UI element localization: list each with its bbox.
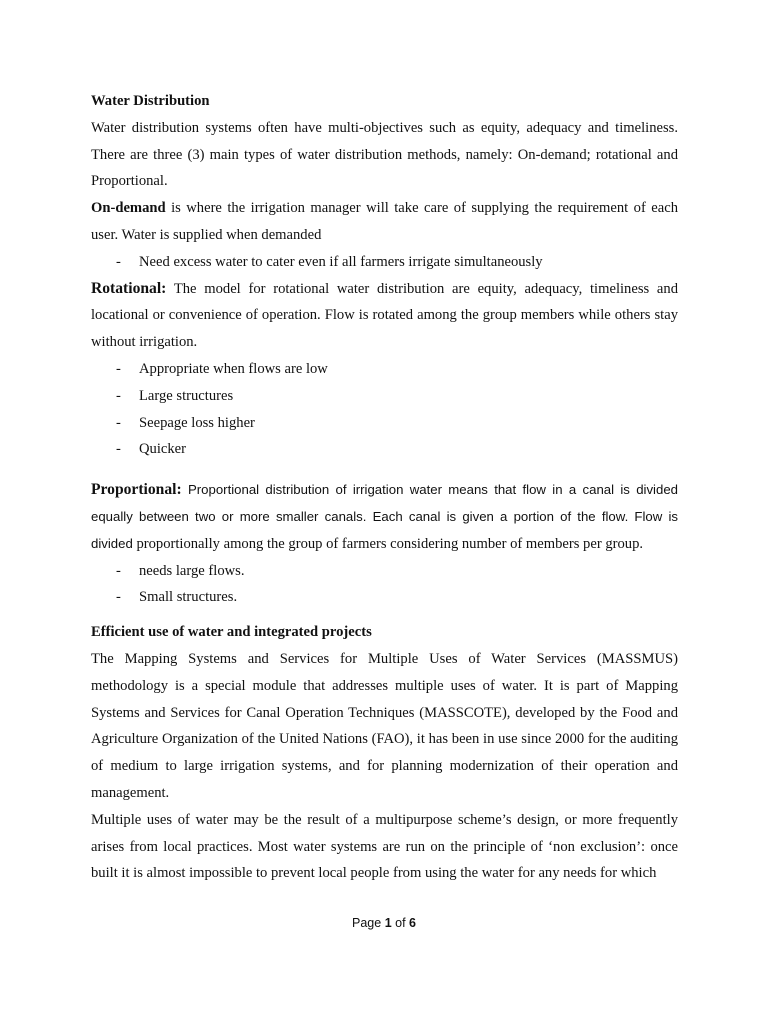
footer-of-word: of <box>395 916 406 930</box>
dash-bullet: - <box>116 253 121 270</box>
massmus-paragraph: The Mapping Systems and Services for Multiple Uses of Water Services (MASSMUS) methodology is a special module that addresses multiple uses of water. It is part of Mapping Systems and Services for Canal Operation Techniques (MASSCOTE), developed by the Food and Agriculture Organization of the United Nations (FAO), it has been in use since 2000 for the auditing of medium to large irrigation systems, and for planning modernization of their operation and management. <box>91 650 678 801</box>
dash-bullet: - <box>116 387 121 404</box>
rotational-paragraph <box>91 276 678 356</box>
list-item: - Large structures <box>91 383 678 410</box>
dash-bullet: - <box>116 589 121 606</box>
list-item: - Need excess water to cater even if all farmers irrigate simultaneously <box>91 249 678 276</box>
list-item: - Appropriate when flows are low <box>91 356 678 383</box>
section-heading-efficient-use: Efficient use of water and integrated projects <box>91 624 372 641</box>
proportional-lead: Proportional: <box>91 481 182 499</box>
dash-bullet: - <box>116 441 121 458</box>
spacer <box>91 463 678 477</box>
multiple-uses-paragraph: Multiple uses of water may be the result of a multipurpose scheme’s design, or more frequently arises from local practices. Most water systems are run on the principle of ‘non exclusion’: once built it is almost impossible to prevent local people from using the water for any needs for which <box>91 811 678 882</box>
footer-total-pages: 6 <box>409 916 416 930</box>
rotational-text: The model for rotational water distribution are equity, adequacy, timeliness and locational or convenience of operation. Flow is rotated among the group members while others stay without irrigation. <box>91 280 678 351</box>
footer-page-word: Page <box>352 916 382 930</box>
footer-current-page: 1 <box>384 916 392 930</box>
spacer <box>91 611 678 619</box>
dash-bullet: - <box>116 414 121 431</box>
list-item: - Quicker <box>91 436 678 463</box>
ondemand-text: is where the irrigation manager will take care of supplying the requirement of each user. Water is supplied when demanded <box>91 200 678 243</box>
proportional-text-sans: Proportional distribution of irrigation water means that flow in a canal is divided equally between two or more smaller canals. Each canal is given a portion of the flow. Flow is divided <box>91 482 678 551</box>
page-content <box>91 88 678 887</box>
page-footer <box>0 916 768 930</box>
proportional-list <box>91 558 678 612</box>
dash-bullet: - <box>116 360 121 377</box>
list-item: - Seepage loss higher <box>91 410 678 437</box>
ondemand-lead: On-demand <box>91 200 166 217</box>
proportional-paragraph <box>91 477 678 557</box>
list-item: - needs large flows. <box>91 558 678 585</box>
section-heading-water-distribution: Water Distribution <box>91 93 210 109</box>
dash-bullet: - <box>116 562 121 579</box>
rotational-list <box>91 356 678 463</box>
rotational-lead: Rotational: <box>91 279 167 297</box>
intro-paragraph: Water distribution systems often have multi-objectives such as equity, adequacy and timeliness. There are three (3) main types of water distribution methods, namely: On-demand; rotational and Proportional. <box>91 119 678 190</box>
list-item: - Small structures. <box>91 584 678 611</box>
proportional-text-serif: proportionally among the group of farmers considering number of members per group. <box>132 535 644 552</box>
ondemand-paragraph <box>91 195 678 249</box>
ondemand-list <box>91 249 678 276</box>
